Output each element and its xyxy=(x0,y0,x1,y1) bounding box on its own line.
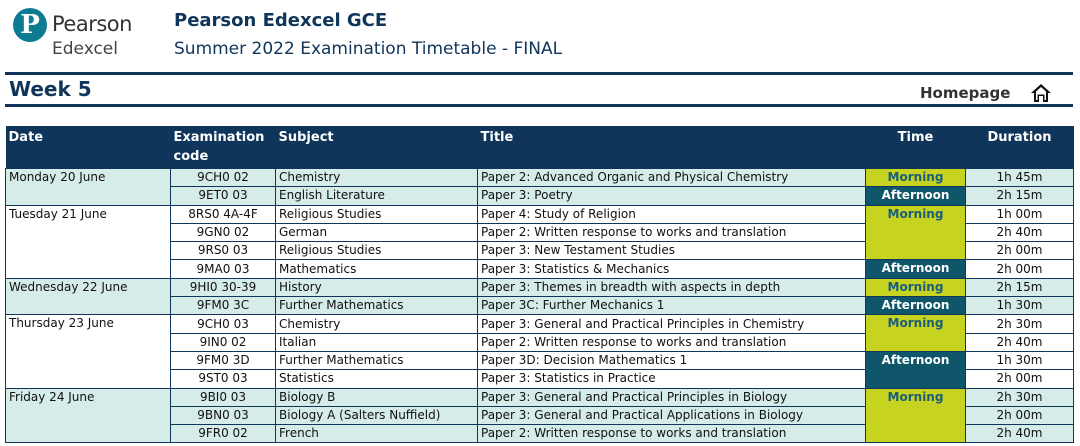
col-code-line1: Examination xyxy=(173,130,265,145)
title-cell: Paper 3: Statistics in Practice xyxy=(478,370,866,388)
morning-badge: Morning xyxy=(866,388,966,443)
pearson-logo xyxy=(13,6,133,62)
duration-cell: 2h 15m xyxy=(966,187,1074,205)
code-cell: 9BN0 03 xyxy=(171,406,276,424)
duration-cell: 1h 30m xyxy=(966,297,1074,315)
week-label: Week 5 xyxy=(9,77,92,101)
morning-badge: Morning xyxy=(866,278,966,296)
duration-cell: 2h 40m xyxy=(966,333,1074,351)
logo-sub: Edexcel xyxy=(52,39,118,59)
logo-name: Pearson xyxy=(52,12,132,36)
title-cell: Paper 3: General and Practical Principles in Biology xyxy=(478,388,866,406)
col-subject: Subject xyxy=(276,126,478,169)
col-title: Title xyxy=(478,126,866,169)
subject-cell: English Literature xyxy=(276,187,478,205)
duration-cell: 1h 00m xyxy=(966,205,1074,223)
code-cell: 9CH0 02 xyxy=(171,169,276,187)
code-cell: 9BI0 03 xyxy=(171,388,276,406)
morning-badge: Morning xyxy=(866,205,966,260)
bottom-divider xyxy=(5,104,1073,107)
homepage-link[interactable]: Homepage xyxy=(920,84,1011,102)
table-body xyxy=(6,169,1074,443)
date-cell: Thursday 23 June xyxy=(6,315,171,388)
duration-cell: 2h 00m xyxy=(966,242,1074,260)
table-row xyxy=(6,388,1074,406)
title-cell: Paper 3D: Decision Mathematics 1 xyxy=(478,351,866,369)
title-cell: Paper 3: General and Practical Principles in Chemistry xyxy=(478,315,866,333)
morning-badge: Morning xyxy=(866,169,966,187)
code-cell: 9FR0 02 xyxy=(171,425,276,443)
code-cell: 8RS0 4A-4F xyxy=(171,205,276,223)
exam-timetable xyxy=(5,126,1074,443)
afternoon-badge: Afternoon xyxy=(866,297,966,315)
title-cell: Paper 3: Statistics & Mechanics xyxy=(478,260,866,278)
title-cell: Paper 3: General and Practical Applications in Biology xyxy=(478,406,866,424)
subject-cell: Italian xyxy=(276,333,478,351)
table-header-row xyxy=(6,126,1074,169)
code-cell: 9CH0 03 xyxy=(171,315,276,333)
code-cell: 9IN0 02 xyxy=(171,333,276,351)
table-row xyxy=(6,169,1074,187)
table-row xyxy=(6,205,1074,223)
duration-cell: 2h 00m xyxy=(966,370,1074,388)
title-cell: Paper 3: Poetry xyxy=(478,187,866,205)
col-time: Time xyxy=(866,126,966,169)
subject-cell: German xyxy=(276,223,478,241)
duration-cell: 2h 40m xyxy=(966,223,1074,241)
col-code xyxy=(171,126,276,169)
code-cell: 9GN0 02 xyxy=(171,223,276,241)
duration-cell: 2h 30m xyxy=(966,315,1074,333)
title-cell: Paper 3: New Testament Studies xyxy=(478,242,866,260)
table-row xyxy=(6,278,1074,296)
subject-cell: Biology A (Salters Nuffield) xyxy=(276,406,478,424)
afternoon-badge: Afternoon xyxy=(866,187,966,205)
page-header xyxy=(0,0,1080,70)
date-cell: Friday 24 June xyxy=(6,388,171,443)
code-cell: 9HI0 30-39 xyxy=(171,278,276,296)
code-cell: 9FM0 3C xyxy=(171,297,276,315)
title-cell: Paper 2: Written response to works and translation xyxy=(478,223,866,241)
table-row xyxy=(6,315,1074,333)
date-cell: Monday 20 June xyxy=(6,169,171,206)
page-title: Pearson Edexcel GCE xyxy=(174,10,388,31)
subject-cell: Religious Studies xyxy=(276,205,478,223)
title-cell: Paper 2: Advanced Organic and Physical Chemistry xyxy=(478,169,866,187)
pearson-p-icon: P xyxy=(13,8,47,42)
date-cell: Wednesday 22 June xyxy=(6,278,171,315)
morning-badge: Morning xyxy=(866,315,966,352)
subject-cell: Chemistry xyxy=(276,169,478,187)
duration-cell: 2h 30m xyxy=(966,388,1074,406)
code-cell: 9ST0 03 xyxy=(171,370,276,388)
title-cell: Paper 3C: Further Mechanics 1 xyxy=(478,297,866,315)
duration-cell: 2h 00m xyxy=(966,406,1074,424)
title-cell: Paper 2: Written response to works and translation xyxy=(478,333,866,351)
subject-cell: Statistics xyxy=(276,370,478,388)
afternoon-badge: Afternoon xyxy=(866,260,966,278)
code-cell: 9MA0 03 xyxy=(171,260,276,278)
top-divider xyxy=(5,72,1073,75)
home-icon[interactable] xyxy=(1030,82,1052,104)
title-cell: Paper 4: Study of Religion xyxy=(478,205,866,223)
col-duration: Duration xyxy=(966,126,1074,169)
code-cell: 9FM0 3D xyxy=(171,351,276,369)
subject-cell: Chemistry xyxy=(276,315,478,333)
subject-cell: Further Mathematics xyxy=(276,297,478,315)
duration-cell: 2h 00m xyxy=(966,260,1074,278)
subject-cell: History xyxy=(276,278,478,296)
code-cell: 9RS0 03 xyxy=(171,242,276,260)
duration-cell: 1h 30m xyxy=(966,351,1074,369)
title-cell: Paper 3: Themes in breadth with aspects in depth xyxy=(478,278,866,296)
date-cell: Tuesday 21 June xyxy=(6,205,171,278)
subject-cell: Further Mathematics xyxy=(276,351,478,369)
col-date: Date xyxy=(6,126,171,169)
duration-cell: 2h 15m xyxy=(966,278,1074,296)
afternoon-badge: Afternoon xyxy=(866,351,966,388)
subject-cell: French xyxy=(276,425,478,443)
duration-cell: 1h 45m xyxy=(966,169,1074,187)
subject-cell: Mathematics xyxy=(276,260,478,278)
subject-cell: Biology B xyxy=(276,388,478,406)
duration-cell: 2h 40m xyxy=(966,425,1074,443)
title-cell: Paper 2: Written response to works and translation xyxy=(478,425,866,443)
col-code-line2: code xyxy=(173,149,209,164)
page-subtitle: Summer 2022 Examination Timetable - FINAL xyxy=(174,39,563,59)
subject-cell: Religious Studies xyxy=(276,242,478,260)
code-cell: 9ET0 03 xyxy=(171,187,276,205)
